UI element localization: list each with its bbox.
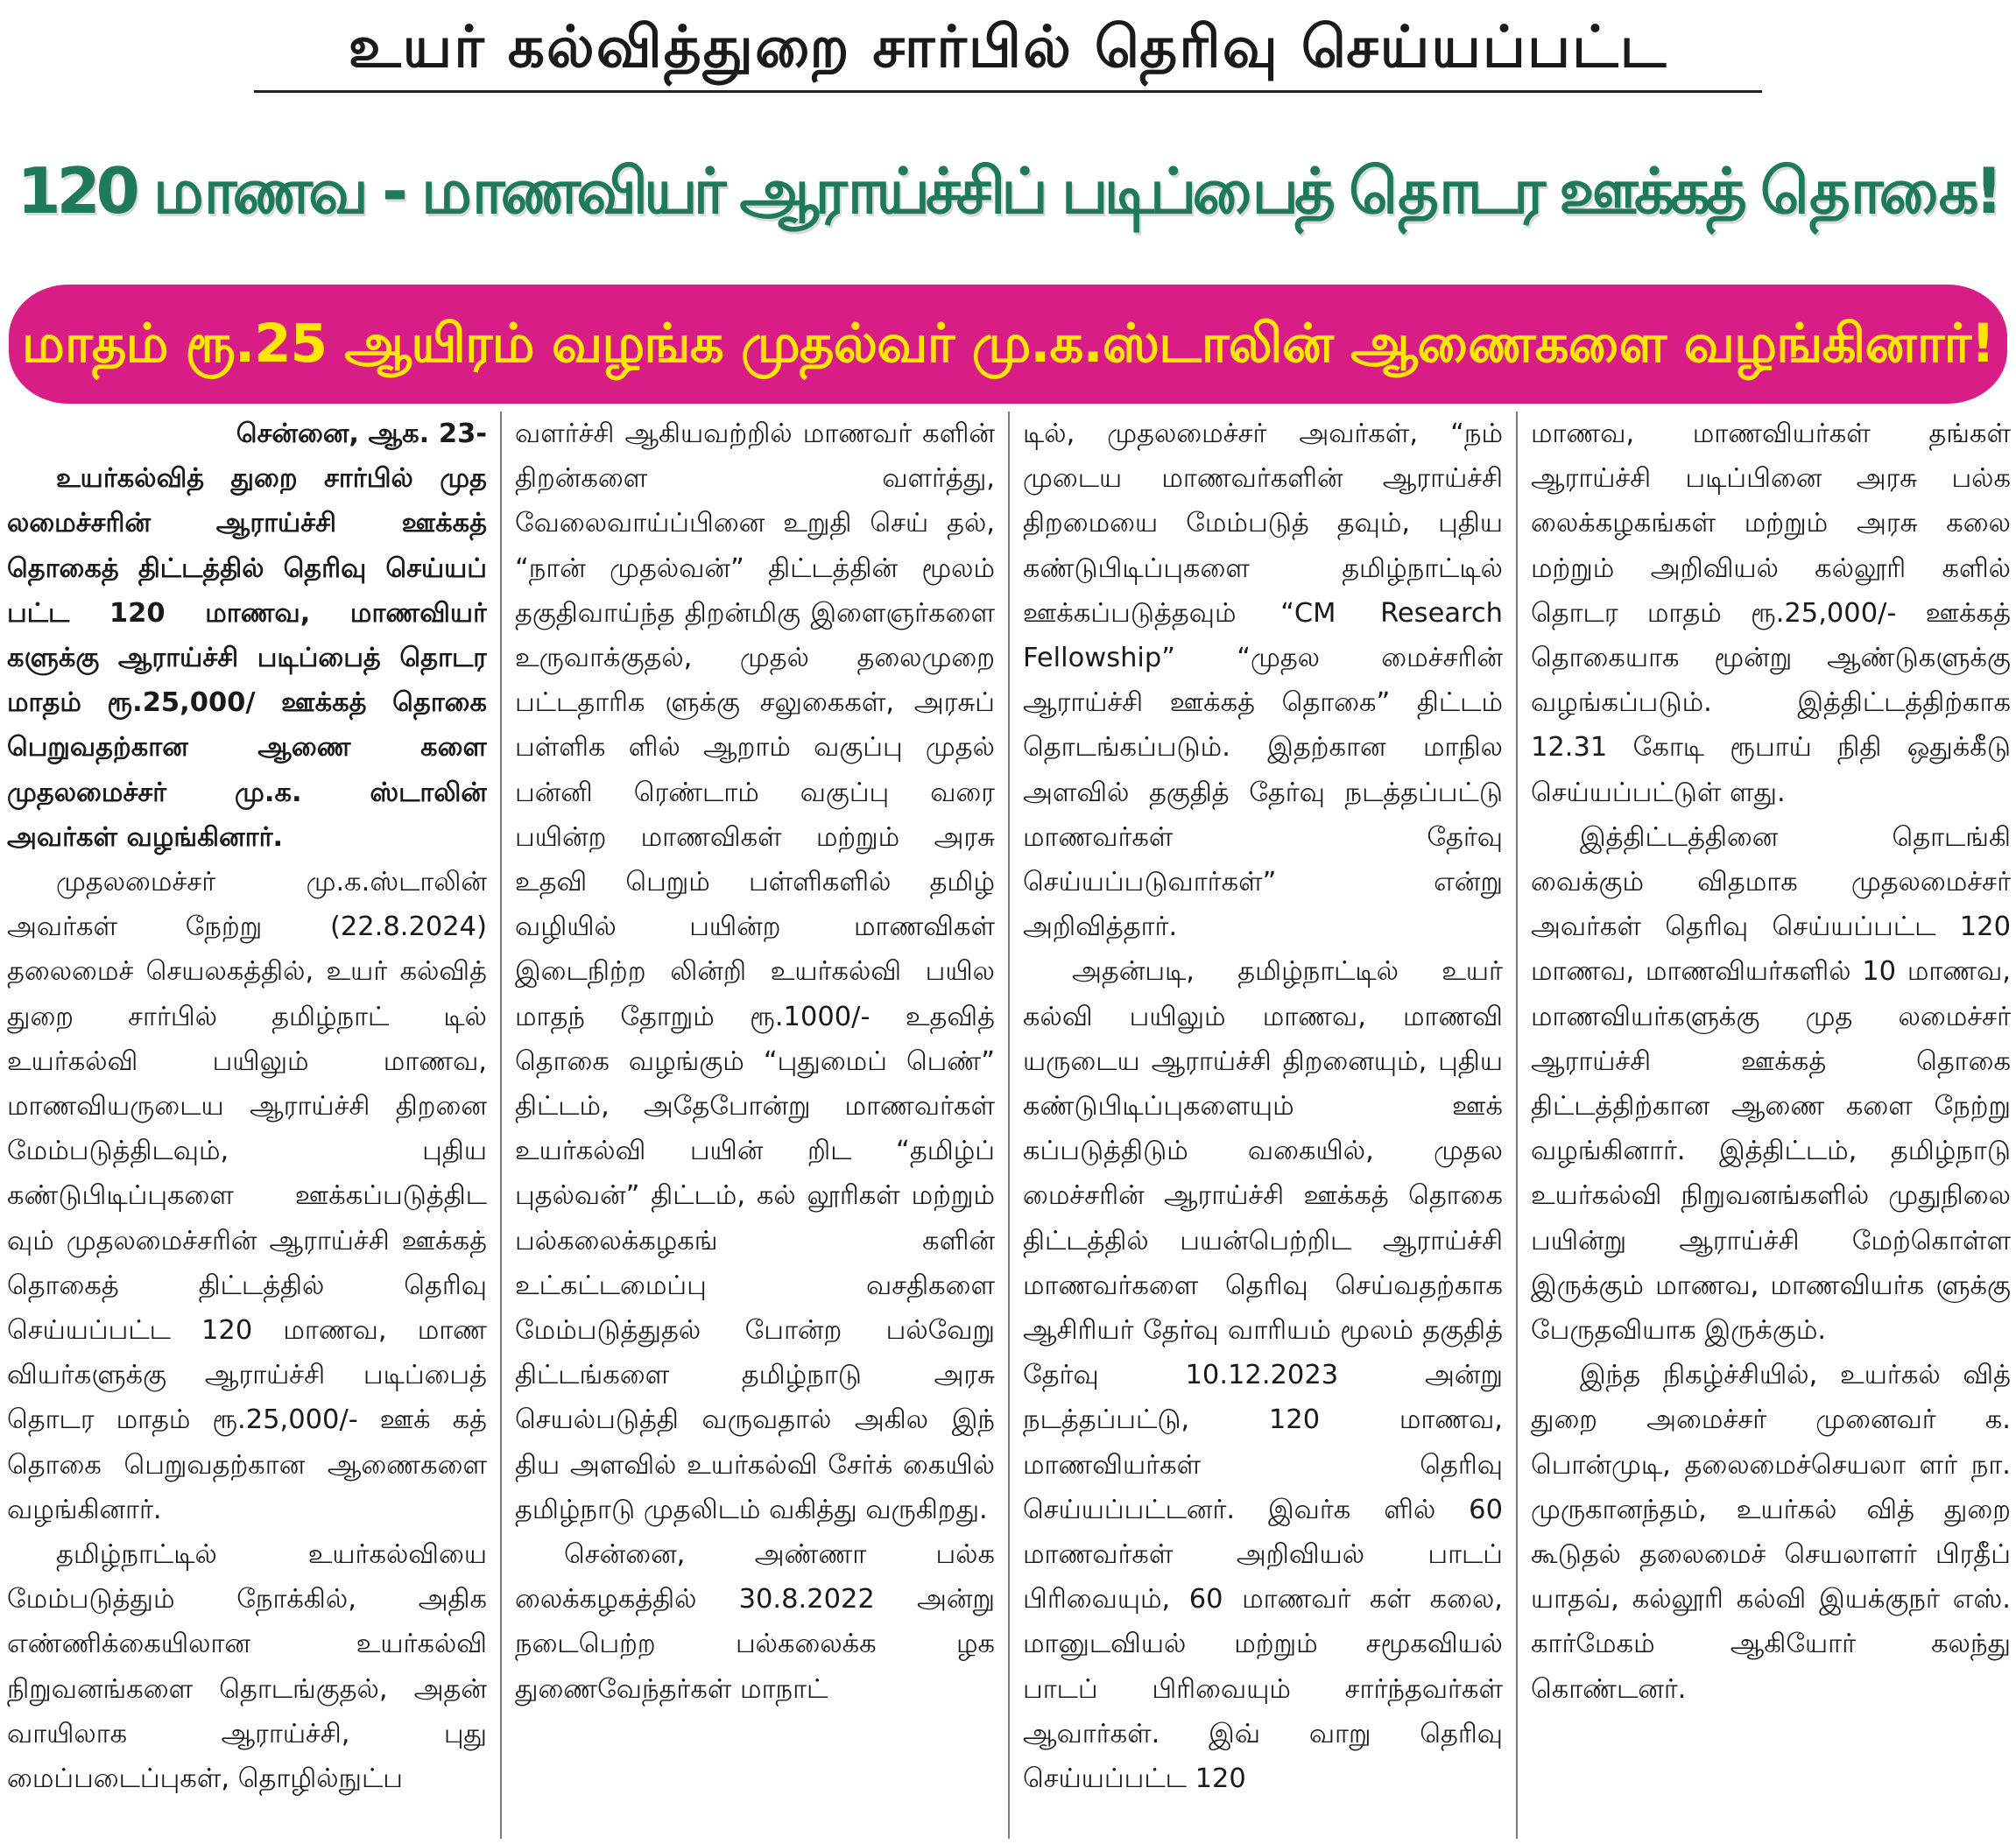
article-column-4 bbox=[1531, 412, 2011, 1840]
column-divider bbox=[1008, 412, 1010, 1839]
kicker-underline bbox=[254, 90, 1762, 93]
paragraph: இத்திட்டத்தினை தொடங்கி வைக்கும் விதமாக முதலமைச்சர் அவர்கள் தெரிவு செய்யப்பட்ட 120 மாணவ, மாணவியர்களில் 10 மாணவ, மாணவியர்களுக்கு முத லமைச்சர் ஆராய்ச்சி ஊக்கத் தொகை திட்டத்திற்கான ஆணை களை நேற்று வழங்கினார். இத்திட்டம், தமிழ்நாடு உயர்கல்வி நிறுவனங்களில் முதுநிலை பயின்று ஆராய்ச்சி மேற்கொள்ள இருக்கும் மாணவ, மாணவியர்க ளுக்கு பேருதவியாக இருக்கும். bbox=[1531, 821, 2011, 1347]
paragraph: வளர்ச்சி ஆகியவற்றில் மாணவர் களின் திறன்களை வளர்த்து, வேலைவாய்ப்பினை உறுதி செய் தல், “நான் முதல்வன்” திட்டத்தின் மூலம் தகுதிவாய்ந்த திறன்மிகு இளைஞர்களை உருவாக்குதல், முதல் தலைமுறை பட்டதாரிக ளுக்கு சலுகைகள், அரசுப் பள்ளிக ளில் ஆறாம் வகுப்பு முதல் பன்னி ரெண்டாம் வகுப்பு வரை பயின்ற மாணவிகள் மற்றும் அரசு உதவி பெறும் பள்ளிகளில் தமிழ் வழியில் பயின்ற மாணவிகள் இடைநிற்ற லின்றி உயர்கல்வி பயில மாதந் தோறும் ரூ.1000/- உதவித் தொகை வழங்கும் “புதுமைப் பெண்” திட்டம், அதேபோன்று மாணவர்கள் உயர்கல்வி பயின் றிட “தமிழ்ப் புதல்வன்” திட்டம், கல் லூரிகள் மற்றும் பல்கலைக்கழகங் களின் உட்கட்டமைப்பு வசதிகளை மேம்படுத்துதல் போன்ற பல்வேறு திட்டங்களை தமிழ்நாடு அரசு செயல்படுத்தி வருவதால் அகில இந் திய அளவில் உயர்கல்வி சேர்க் கையில் தமிழ்நாடு முதலிடம் வகித்து வருகிறது. bbox=[515, 419, 995, 1525]
paragraph: தமிழ்நாட்டில் உயர்கல்வியை மேம்படுத்தும் நோக்கில், அதிக எண்ணிக்கையிலான உயர்கல்வி நிறுவனங்களை தொடங்குதல், அதன் வாயிலாக ஆராய்ச்சி, புது மைப்படைப்புகள், தொழில்நுட்ப bbox=[7, 1539, 487, 1795]
lead-paragraph: உயர்கல்வித் துறை சார்பில் முத லமைச்சரின் ஆராய்ச்சி ஊக்கத் தொகைத் திட்டத்தில் தெரிவு செய்யப் பட்ட 120 மாணவ, மாணவியர் களுக்கு ஆராய்ச்சி படிப்பைத் தொடர மாதம் ரூ.25,000/ ஊக்கத் தொகை பெறுவதற்கான ஆணை களை முதலமைச்சர் மு.க. ஸ்டாலின் அவர்கள் வழங்கினார். bbox=[7, 463, 487, 853]
article-column-2 bbox=[515, 412, 995, 1840]
paragraph: மாணவ, மாணவியர்கள் தங்கள் ஆராய்ச்சி படிப்பினை அரசு பல்க லைக்கழகங்கள் மற்றும் அரசு கலை மற்றும் அறிவியல் கல்லூரி களில் தொடர மாதம் ரூ.25,000/- ஊக்கத் தொகையாக மூன்று ஆண்டுகளுக்கு வழங்கப்படும். இத்திட்டத்திற்காக 12.31 கோடி ரூபாய் நிதி ஒதுக்கீடு செய்யப்பட்டுள் ளது. bbox=[1531, 419, 2011, 808]
subheadline-band bbox=[9, 285, 2007, 404]
column-divider bbox=[500, 412, 502, 1839]
main-headline: 120 மாணவ - மாணவியர் ஆராய்ச்சிப் படிப்பைத் தொடர ஊக்கத் தொகை! bbox=[17, 154, 1999, 228]
paragraph: இந்த நிகழ்ச்சியில், உயர்கல் வித் துறை அமைச்சர் முனைவர் க. பொன்முடி, தலைமைச்செயலா ளர் நா. முருகானந்தம், உயர்கல் வித் துறை கூடுதல் தலைமைச் செயலாளர் பிரதீப் யாதவ், கல்லூரி கல்வி இயக்குநர் எஸ். கார்மேகம் ஆகியோர் கலந்து கொண்டனர். bbox=[1531, 1360, 2011, 1705]
paragraph: அதன்படி, தமிழ்நாட்டில் உயர் கல்வி பயிலும் மாணவ, மாணவி யருடைய ஆராய்ச்சி திறனையும், புதிய கண்டுபிடிப்புகளையும் ஊக் கப்படுத்திடும் வகையில், முதல மைச்சரின் ஆராய்ச்சி ஊக்கத் தொகை திட்டத்தில் பயன்பெற்றிட ஆராய்ச்சி மாணவர்களை தெரிவு செய்வதற்காக ஆசிரியர் தேர்வு வாரியம் மூலம் தகுதித் தேர்வு 10.12.2023 அன்று நடத்தப்பட்டு, 120 மாணவ, மாணவியர்கள் தெரிவு செய்யப்பட்டனர். இவர்க ளில் 60 மாணவர்கள் அறிவியல் பாடப் பிரிவையும், 60 மாணவர் கள் கலை, மானுடவியல் மற்றும் சமூகவியல் பாடப் பிரிவையும் சார்ந்தவர்கள் ஆவார்கள். இவ் வாறு தெரிவு செய்யப்பட்ட 120 bbox=[1023, 956, 1503, 1795]
subheadline-text: மாதம் ரூ.25 ஆயிரம் வழங்க முதல்வர் மு.க.ஸ்டாலின் ஆணைகளை வழங்கினார்! bbox=[21, 313, 1995, 375]
column-divider bbox=[1516, 412, 1518, 1839]
paragraph: டில், முதலமைச்சர் அவர்கள், “நம் முடைய மாணவர்களின் ஆராய்ச்சி திறமையை மேம்படுத் தவும், புதிய கண்டுபிடிப்புகளை தமிழ்நாட்டில் ஊக்கப்படுத்தவும் “CM Research Fellowship” “முதல மைச்சரின் ஆராய்ச்சி ஊக்கத் தொகை” திட்டம் தொடங்கப்படும். இதற்கான மாநில அளவில் தகுதித் தேர்வு நடத்தப்பட்டு மாணவர்கள் தேர்வு செய்யப்படுவார்கள்” என்று அறிவித்தார். bbox=[1023, 419, 1503, 943]
paragraph: முதலமைச்சர் மு.க.ஸ்டாலின் அவர்கள் நேற்று (22.8.2024) தலைமைச் செயலகத்தில், உயர் கல்வித் துறை சார்பில் தமிழ்நாட் டில் உயர்கல்வி பயிலும் மாணவ, மாணவியருடைய ஆராய்ச்சி திறனை மேம்படுத்திடவும், புதிய கண்டுபிடிப்புகளை ஊக்கப்படுத்திட வும் முதலமைச்சரின் ஆராய்ச்சி ஊக்கத் தொகைத் திட்டத்தில் தெரிவு செய்யப்பட்ட 120 மாணவ, மாண வியர்களுக்கு ஆராய்ச்சி படிப்பைத் தொடர மாதம் ரூ.25,000/- ஊக் கத் தொகை பெறுவதற்கான ஆணைகளை வழங்கினார். bbox=[7, 867, 487, 1525]
paragraph: சென்னை, அண்ணா பல்க லைக்கழகத்தில் 30.8.2022 அன்று நடைபெற்ற பல்கலைக்க ழக துணைவேந்தர்கள் மாநாட் bbox=[515, 1539, 995, 1705]
article-column-3 bbox=[1023, 412, 1503, 1840]
kicker-title: உயர் கல்வித்துறை சார்பில் தெரிவு செய்யப்பட்ட bbox=[348, 13, 1668, 81]
dateline: சென்னை, ஆக. 23- bbox=[236, 419, 487, 449]
article-column-1 bbox=[7, 412, 487, 1840]
